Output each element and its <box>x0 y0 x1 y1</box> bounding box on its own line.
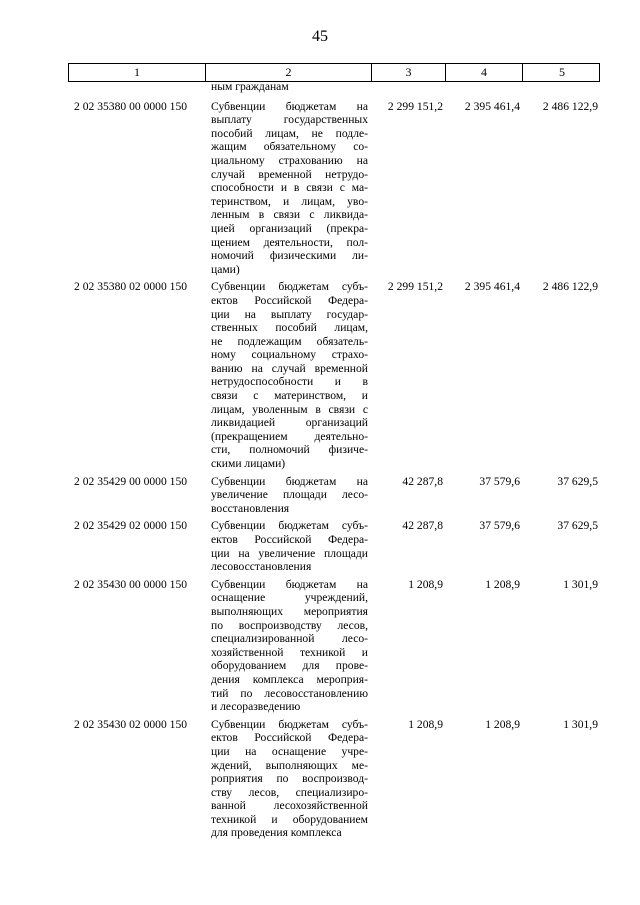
row-code: 2 02 35429 00 0000 150 <box>74 474 188 488</box>
header-col-3: 3 <box>372 64 446 81</box>
row-description <box>205 578 371 714</box>
description-line: и лесоразведению <box>211 700 301 714</box>
page-number: 45 <box>312 28 328 45</box>
row-code: 2 02 35430 00 0000 150 <box>74 577 188 591</box>
description-line: цией организаций (прекра- <box>211 221 368 235</box>
table-row <box>68 578 600 714</box>
row-code: 2 02 35380 00 0000 150 <box>74 99 188 113</box>
description-line: ванной лесохозяйственной <box>211 799 368 813</box>
continuation-text: ным гражданам <box>211 80 289 93</box>
description-line: ному социальному страхо- <box>211 348 368 362</box>
description-line: Субвенции бюджетам на <box>211 577 368 591</box>
header-col-4: 4 <box>446 64 523 81</box>
description-line: ждений, выполняющих ме- <box>211 758 368 772</box>
row-description <box>205 475 371 516</box>
description-line: выплату государственных <box>211 113 368 127</box>
description-line: ванию на случай временной <box>211 361 368 375</box>
description-line: оснащение учреждений, <box>211 591 368 605</box>
description-line: выполняющих мероприятия <box>211 604 368 618</box>
description-line: ектов Российской Федера- <box>211 293 368 307</box>
row-value-col3: 42 287,8 <box>402 474 443 488</box>
row-code: 2 02 35429 02 0000 150 <box>74 519 188 533</box>
description-line: нетрудоспособности и в <box>211 375 368 389</box>
row-description <box>205 280 371 470</box>
row-value-col3: 2 299 151,2 <box>387 99 443 113</box>
row-value-col3: 1 208,9 <box>408 577 443 591</box>
description-line: ликвидацией организаций <box>211 416 368 430</box>
description-line: пособий лицам, не подле- <box>211 126 368 140</box>
description-line: Субвенции бюджетам субъ- <box>211 717 368 731</box>
table-row <box>68 475 600 516</box>
header-col-5: 5 <box>559 65 565 79</box>
description-line: роприятия по воспроизвод- <box>211 772 368 786</box>
description-line: не подлежащим обязатель- <box>211 334 368 348</box>
description-line: ству лесов, специализиро- <box>211 785 368 799</box>
description-line: жащим обязательному со- <box>211 140 368 154</box>
description-line: увеличение площади лесо- <box>211 488 368 502</box>
row-value-col5: 2 486 122,9 <box>542 280 598 294</box>
description-line: ектов Российской Федера- <box>211 533 368 546</box>
row-value-col3: 2 299 151,2 <box>387 280 443 294</box>
description-line: тий по лесовосстановлению <box>211 686 368 700</box>
description-line: теринством, и лицам, уво- <box>211 194 368 208</box>
description-line: техникой и оборудованием <box>211 812 368 826</box>
table-row <box>68 280 600 470</box>
description-line: ции на оснащение учре- <box>211 744 368 758</box>
row-code: 2 02 35430 02 0000 150 <box>74 717 188 731</box>
row-value-col5: 37 629,5 <box>557 474 598 488</box>
rows-container <box>68 100 600 840</box>
row-value-col4: 37 579,6 <box>479 519 520 533</box>
description-line: лесовосстановления <box>211 560 312 574</box>
description-line: ленным в связи с ликвида- <box>211 208 368 222</box>
description-line: лицам, уволенным в связи с <box>211 402 368 416</box>
row-description <box>205 718 371 840</box>
description-line: ции на увеличение площади <box>211 546 368 560</box>
row-description <box>205 519 371 573</box>
description-line: сти, полномочий физиче- <box>211 443 368 457</box>
table-row <box>68 100 600 277</box>
description-line: скими лицами) <box>211 457 286 471</box>
description-line: Субвенции бюджетам субъ- <box>211 519 368 533</box>
row-value-col4: 37 579,6 <box>479 474 520 488</box>
row-value-col3: 1 208,9 <box>408 717 443 731</box>
description-line: способности и в связи с ма- <box>211 181 368 195</box>
description-line: Субвенции бюджетам субъ- <box>211 280 368 294</box>
row-value-col4: 1 208,9 <box>485 577 520 591</box>
description-line: (прекращением деятельно- <box>211 429 368 443</box>
description-line: Субвенции бюджетам на <box>211 474 368 488</box>
description-line: циальному страхованию на <box>211 153 368 167</box>
row-value-col4: 1 208,9 <box>485 717 520 731</box>
description-line: номочий физическими ли- <box>211 249 368 263</box>
row-value-col4: 2 395 461,4 <box>464 280 520 294</box>
description-line: случай временной нетрудо- <box>211 167 368 181</box>
description-line: связи с материнством, и <box>211 389 368 403</box>
description-line: цами) <box>211 262 240 276</box>
description-line: ектов Российской Федера- <box>211 731 368 745</box>
description-line: дения комплекса мероприя- <box>211 672 368 686</box>
description-line: хозяйственной техникой и <box>211 645 368 659</box>
header-col-2: 2 <box>206 64 372 81</box>
table-row <box>68 519 600 573</box>
description-line: ции на выплату государ- <box>211 307 368 321</box>
description-line: для проведения комплекса <box>211 826 342 840</box>
description-line: восстановления <box>211 501 290 515</box>
description-line: оборудованием для прове- <box>211 659 368 673</box>
description-line: специализированной лесо- <box>211 632 368 646</box>
table-body <box>68 80 600 844</box>
header-col-1: 1 <box>69 64 206 81</box>
table-row <box>68 718 600 840</box>
row-value-col5: 1 301,9 <box>563 577 598 591</box>
description-line: ственных пособий лицам, <box>211 321 368 335</box>
row-description <box>205 100 371 277</box>
row-value-col3: 42 287,8 <box>402 519 443 533</box>
row-value-col5: 1 301,9 <box>563 717 598 731</box>
row-value-col5: 2 486 122,9 <box>542 99 598 113</box>
description-line: по воспроизводству лесов, <box>211 618 368 632</box>
description-line: щением деятельности, пол- <box>211 235 368 249</box>
row-value-col4: 2 395 461,4 <box>464 99 520 113</box>
continuation-row <box>68 80 600 94</box>
row-code: 2 02 35380 02 0000 150 <box>74 280 188 294</box>
description-line: Субвенции бюджетам на <box>211 99 368 113</box>
row-value-col5: 37 629,5 <box>557 519 598 533</box>
